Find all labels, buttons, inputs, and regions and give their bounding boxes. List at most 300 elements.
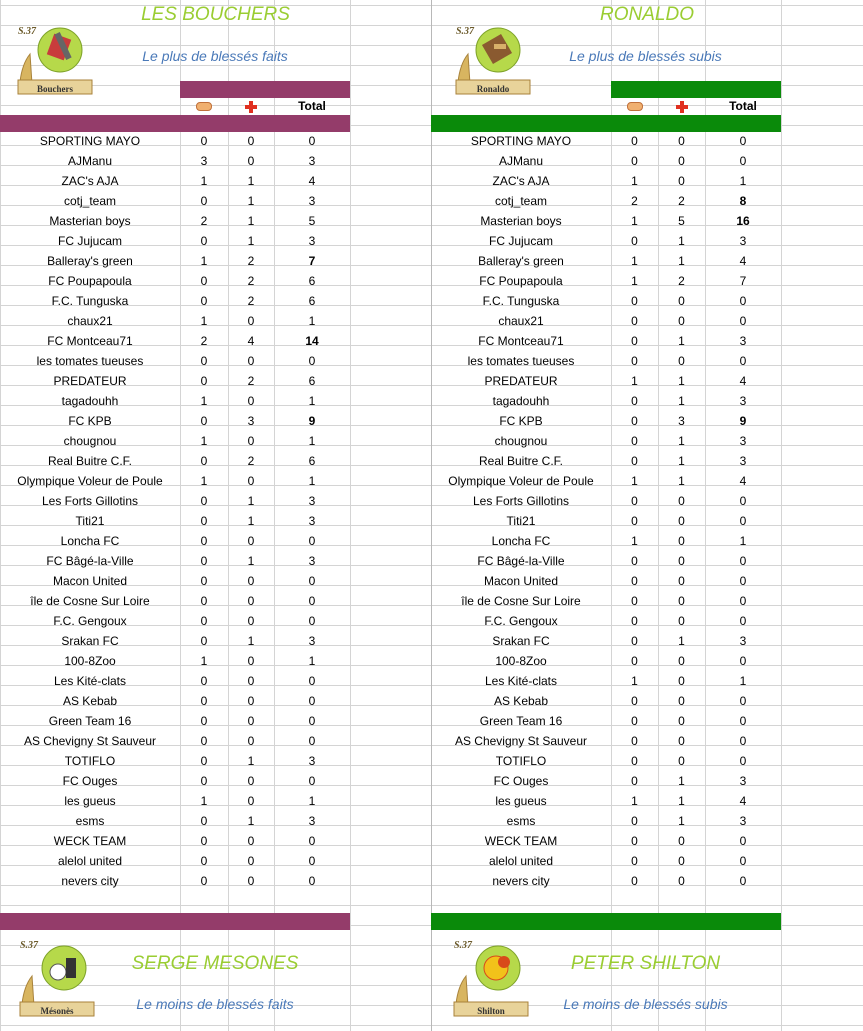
total-cell: 0: [739, 494, 747, 508]
total-cell: 4: [739, 474, 747, 488]
team-name-cell: nevers city: [492, 874, 550, 888]
table-row: [431, 591, 781, 611]
team-name-cell: alelol united: [57, 854, 123, 868]
team-name-cell: esms: [75, 814, 105, 828]
bandage-count-cell: 0: [631, 814, 638, 828]
right-bandage-header: [611, 98, 658, 115]
team-name-cell: PREDATEUR: [53, 374, 127, 388]
cross-count-cell: 0: [678, 734, 685, 748]
table-row: [0, 671, 350, 691]
table-row: [431, 711, 781, 731]
table-row: [0, 191, 350, 211]
cross-count-cell: 0: [247, 594, 255, 608]
cross-count-cell: 0: [678, 514, 685, 528]
table-row: [431, 151, 781, 171]
bandage-count-cell: 1: [200, 434, 208, 448]
bandage-count-cell: 0: [200, 134, 208, 148]
team-name-cell: FC Ouges: [493, 774, 549, 788]
total-cell: 0: [308, 714, 316, 728]
bandage-count-cell: 0: [631, 234, 638, 248]
total-cell: 7: [739, 274, 747, 288]
bandage-count-cell: 0: [631, 694, 638, 708]
season-label: S.37: [20, 940, 39, 951]
bandage-count-cell: 0: [200, 514, 208, 528]
team-name-cell: FC KPB: [499, 414, 543, 428]
team-name-cell: TOTIFLO: [64, 754, 116, 768]
total-cell: 6: [308, 274, 316, 288]
cross-count-cell: 1: [678, 234, 685, 248]
table-row: [431, 671, 781, 691]
team-name-cell: Titi21: [75, 514, 105, 528]
team-name-cell: Loncha FC: [60, 534, 120, 548]
team-name-cell: Green Team 16: [479, 714, 563, 728]
team-name-cell: Olympique Voleur de Poule: [17, 474, 163, 488]
bandage-count-cell: 1: [200, 254, 208, 268]
total-cell: 1: [308, 654, 316, 668]
table-row: [0, 851, 350, 871]
total-cell: 0: [739, 754, 747, 768]
table-row: [0, 571, 350, 591]
bandage-count-cell: 0: [631, 154, 638, 168]
bandage-count-cell: 0: [631, 614, 638, 628]
table-row: [431, 351, 781, 371]
total-cell: 1: [739, 174, 747, 188]
table-row: [0, 731, 350, 751]
total-cell: 8: [739, 194, 747, 208]
total-cell: 9: [739, 414, 747, 428]
cross-count-cell: 1: [247, 494, 255, 508]
total-cell: 16: [736, 214, 750, 228]
team-name-cell: nevers city: [61, 874, 119, 888]
total-cell: 0: [739, 574, 747, 588]
table-row: [431, 511, 781, 531]
bandage-count-cell: 1: [200, 174, 208, 188]
team-name-cell: Les Kité-clats: [484, 674, 558, 688]
team-name-cell: tagadouhh: [492, 394, 550, 408]
team-name-cell: WECK TEAM: [53, 834, 127, 848]
team-name-cell: FC Jujucam: [488, 234, 553, 248]
total-cell: 3: [308, 154, 316, 168]
table-row: [431, 831, 781, 851]
table-row: [431, 751, 781, 771]
right-subtitle: Le plus de blessés subis: [569, 48, 722, 64]
bandage-count-cell: 0: [200, 854, 208, 868]
bandage-count-cell: 0: [631, 454, 638, 468]
team-name-cell: les gueus: [64, 794, 116, 808]
bandage-count-cell: 0: [200, 774, 208, 788]
cross-count-cell: 1: [678, 434, 685, 448]
cross-count-cell: 0: [247, 434, 255, 448]
team-name-cell: ZAC's AJA: [492, 174, 550, 188]
team-name-cell: Masterian boys: [480, 214, 562, 228]
table-row: [0, 591, 350, 611]
table-row: [0, 711, 350, 731]
team-name-cell: F.C. Gengoux: [484, 614, 558, 628]
bandage-count-cell: 0: [631, 634, 638, 648]
team-name-cell: SPORTING MAYO: [39, 134, 141, 148]
bandage-count-cell: 0: [631, 834, 638, 848]
cross-count-cell: 1: [247, 234, 255, 248]
cross-count-cell: 1: [247, 754, 255, 768]
table-row: [431, 851, 781, 871]
bandage-count-cell: 0: [631, 354, 638, 368]
cross-count-cell: 0: [247, 674, 255, 688]
table-row: [0, 451, 350, 471]
right-cross-header: [658, 98, 705, 115]
bandage-count-cell: 0: [631, 134, 638, 148]
total-cell: 0: [739, 354, 747, 368]
total-cell: 0: [739, 734, 747, 748]
cross-count-cell: 0: [247, 154, 255, 168]
total-cell: 0: [308, 594, 316, 608]
cross-count-cell: 0: [247, 474, 255, 488]
team-name-cell: FC Poupapoula: [479, 274, 563, 288]
bandage-count-cell: 0: [631, 714, 638, 728]
table-row: [0, 211, 350, 231]
team-name-cell: SPORTING MAYO: [470, 134, 572, 148]
cross-count-cell: 0: [678, 534, 685, 548]
bandage-count-cell: 1: [631, 794, 638, 808]
cross-count-cell: 0: [678, 854, 685, 868]
total-cell: 5: [308, 214, 316, 228]
team-name-cell: FC Montceau71: [478, 334, 564, 348]
total-cell: 0: [308, 874, 316, 888]
team-name-cell: les gueus: [495, 794, 547, 808]
team-name-cell: chougnou: [63, 434, 117, 448]
total-cell: 3: [308, 554, 316, 568]
team-name-cell: tagadouhh: [61, 394, 119, 408]
bandage-count-cell: 1: [631, 254, 638, 268]
cross-count-cell: 1: [247, 554, 255, 568]
table-row: [0, 491, 350, 511]
bandage-icon: [196, 102, 212, 111]
bandage-count-cell: 0: [200, 374, 208, 388]
table-row: [0, 831, 350, 851]
table-row: [431, 291, 781, 311]
cross-count-cell: 1: [678, 374, 685, 388]
bandage-count-cell: 1: [631, 534, 638, 548]
cross-count-cell: 0: [247, 534, 255, 548]
cross-count-cell: 0: [678, 294, 685, 308]
cross-count-cell: 0: [247, 394, 255, 408]
total-cell: 0: [308, 574, 316, 588]
team-name-cell: île de Cosne Sur Loire: [30, 594, 150, 608]
bandage-count-cell: 2: [200, 334, 208, 348]
team-name-cell: FC Jujucam: [57, 234, 122, 248]
team-name-cell: les tomates tueuses: [467, 354, 575, 368]
bandage-count-cell: 1: [631, 274, 638, 288]
team-name-cell: AJManu: [67, 154, 113, 168]
total-cell: 0: [739, 314, 747, 328]
bandage-count-cell: 0: [200, 414, 208, 428]
cross-count-cell: 0: [678, 594, 685, 608]
red-cross-icon: [245, 101, 257, 113]
cross-count-cell: 0: [678, 674, 685, 688]
right-title: RONALDO: [600, 4, 694, 25]
cross-count-cell: 1: [678, 474, 685, 488]
total-cell: 0: [308, 534, 316, 548]
team-name-cell: Real Buitre C.F.: [47, 454, 133, 468]
table-row: [431, 471, 781, 491]
cross-count-cell: 1: [247, 214, 255, 228]
table-row: [0, 531, 350, 551]
total-cell: 0: [308, 834, 316, 848]
table-row: [0, 131, 350, 151]
bandage-count-cell: 0: [200, 354, 208, 368]
team-name-cell: les tomates tueuses: [36, 354, 144, 368]
badge-name: Bouchers: [37, 84, 73, 94]
bandage-count-cell: 0: [200, 274, 208, 288]
team-name-cell: TOTIFLO: [495, 754, 547, 768]
table-row: [0, 311, 350, 331]
table-row: [0, 751, 350, 771]
bandage-count-cell: 1: [200, 314, 208, 328]
team-name-cell: Les Kité-clats: [53, 674, 127, 688]
total-cell: 4: [739, 374, 747, 388]
team-name-cell: Olympique Voleur de Poule: [448, 474, 594, 488]
cross-count-cell: 0: [247, 734, 255, 748]
total-cell: 0: [308, 694, 316, 708]
table-row: [431, 611, 781, 631]
team-name-cell: AS Kebab: [493, 694, 549, 708]
left-footer-title: SERGE MESONES: [131, 953, 299, 974]
total-cell: 0: [308, 354, 316, 368]
table-row: [0, 411, 350, 431]
bandage-count-cell: 1: [200, 394, 208, 408]
bandage-count-cell: 1: [631, 374, 638, 388]
total-cell: 3: [739, 774, 747, 788]
team-name-cell: AS Chevigny St Sauveur: [454, 734, 588, 748]
table-row: [431, 551, 781, 571]
left-footer-bar: [0, 913, 350, 930]
team-name-cell: 100-8Zoo: [495, 654, 547, 668]
cross-count-cell: 0: [247, 134, 255, 148]
right-footer-bar: [431, 913, 781, 930]
cross-count-cell: 0: [678, 754, 685, 768]
bandage-count-cell: 0: [631, 774, 638, 788]
season-label: S.37: [18, 26, 37, 37]
total-cell: 3: [739, 814, 747, 828]
total-cell: 0: [739, 514, 747, 528]
bandage-count-cell: 0: [200, 574, 208, 588]
total-cell: 3: [308, 634, 316, 648]
bandage-count-cell: 0: [200, 734, 208, 748]
cross-count-cell: 0: [678, 494, 685, 508]
bandage-count-cell: 0: [631, 854, 638, 868]
team-name-cell: Srakan FC: [492, 634, 550, 648]
total-cell: 0: [308, 614, 316, 628]
bandage-count-cell: 0: [631, 874, 638, 888]
cross-count-cell: 1: [247, 194, 255, 208]
table-row: [0, 871, 350, 891]
bandage-count-cell: 0: [200, 694, 208, 708]
cross-count-cell: 0: [678, 134, 685, 148]
team-name-cell: Masterian boys: [49, 214, 131, 228]
left-subtitle: Le plus de blessés faits: [142, 48, 288, 64]
table-row: [0, 471, 350, 491]
total-cell: 3: [308, 494, 316, 508]
table-row: [0, 291, 350, 311]
table-row: [0, 631, 350, 651]
team-name-cell: chougnou: [494, 434, 548, 448]
total-cell: 1: [308, 434, 316, 448]
team-name-cell: Loncha FC: [491, 534, 551, 548]
cross-count-cell: 0: [678, 694, 685, 708]
cross-count-cell: 1: [247, 634, 255, 648]
team-name-cell: F.C. Tunguska: [482, 294, 560, 308]
bandage-count-cell: 0: [631, 334, 638, 348]
table-row: [0, 551, 350, 571]
cross-count-cell: 1: [678, 254, 685, 268]
team-name-cell: Srakan FC: [61, 634, 119, 648]
total-cell: 0: [739, 614, 747, 628]
team-name-cell: chaux21: [498, 314, 544, 328]
cross-count-cell: 1: [678, 454, 685, 468]
cross-count-cell: 1: [678, 814, 685, 828]
table-row: [431, 811, 781, 831]
team-name-cell: chaux21: [67, 314, 113, 328]
team-name-cell: Macon United: [52, 574, 128, 588]
badge-name: Mésonès: [40, 1006, 74, 1016]
bandage-count-cell: 0: [200, 494, 208, 508]
total-cell: 1: [308, 794, 316, 808]
bandage-count-cell: 1: [631, 674, 638, 688]
total-cell: 0: [739, 874, 747, 888]
team-name-cell: Balleray's green: [47, 254, 133, 268]
table-row: [431, 331, 781, 351]
total-cell: 0: [739, 154, 747, 168]
team-name-cell: F.C. Gengoux: [53, 614, 127, 628]
table-row: [0, 151, 350, 171]
total-cell: 3: [739, 434, 747, 448]
total-cell: 7: [308, 254, 316, 268]
team-name-cell: Real Buitre C.F.: [478, 454, 564, 468]
total-cell: 1: [739, 674, 747, 688]
cross-count-cell: 0: [678, 834, 685, 848]
team-name-cell: Green Team 16: [48, 714, 132, 728]
table-row: [0, 611, 350, 631]
cross-count-cell: 1: [678, 634, 685, 648]
table-row: [431, 271, 781, 291]
cross-count-cell: 0: [247, 654, 255, 668]
table-row: [431, 651, 781, 671]
bandage-count-cell: 0: [631, 594, 638, 608]
table-row: [0, 351, 350, 371]
bandage-count-cell: 2: [200, 214, 208, 228]
table-row: [0, 651, 350, 671]
bandage-count-cell: 0: [631, 754, 638, 768]
cross-count-cell: 0: [678, 574, 685, 588]
team-name-cell: FC KPB: [68, 414, 112, 428]
bandage-count-cell: 0: [631, 514, 638, 528]
team-name-cell: AS Kebab: [62, 694, 118, 708]
total-cell: 4: [739, 794, 747, 808]
table-row: [0, 391, 350, 411]
total-cell: 3: [308, 754, 316, 768]
table-row: [0, 371, 350, 391]
bandage-count-cell: 0: [200, 534, 208, 548]
team-name-cell: Balleray's green: [478, 254, 564, 268]
team-name-cell: cotj_team: [63, 194, 117, 208]
bandage-count-cell: 0: [200, 674, 208, 688]
total-cell: 3: [739, 634, 747, 648]
cross-count-cell: 0: [247, 314, 255, 328]
left-header-bar: [180, 81, 350, 98]
right-footer-title: PETER SHILTON: [570, 953, 721, 974]
total-cell: 4: [739, 254, 747, 268]
total-cell: 3: [739, 234, 747, 248]
total-cell: 0: [308, 134, 316, 148]
cross-count-cell: 4: [247, 334, 255, 348]
total-cell: 14: [305, 334, 319, 348]
cross-count-cell: 0: [678, 654, 685, 668]
team-name-cell: FC Poupapoula: [48, 274, 132, 288]
cross-count-cell: 0: [678, 314, 685, 328]
team-name-cell: ZAC's AJA: [61, 174, 119, 188]
bandage-count-cell: 0: [200, 814, 208, 828]
team-name-cell: PREDATEUR: [484, 374, 558, 388]
table-row: [0, 811, 350, 831]
bandage-count-cell: 0: [200, 614, 208, 628]
bandage-count-cell: 0: [200, 234, 208, 248]
team-name-cell: Les Forts Gillotins: [472, 494, 570, 508]
cross-count-cell: 1: [678, 774, 685, 788]
cross-count-cell: 1: [247, 814, 255, 828]
bandage-count-cell: 0: [631, 574, 638, 588]
team-name-cell: AS Chevigny St Sauveur: [23, 734, 157, 748]
team-name-cell: Les Forts Gillotins: [41, 494, 139, 508]
cross-count-cell: 2: [247, 294, 255, 308]
table-row: [431, 431, 781, 451]
table-row: [431, 171, 781, 191]
table-row: [0, 271, 350, 291]
table-row: [431, 211, 781, 231]
bandage-count-cell: 1: [631, 174, 638, 188]
table-row: [0, 431, 350, 451]
team-name-cell: FC Ouges: [62, 774, 118, 788]
cross-count-cell: 2: [247, 274, 255, 288]
right-header-bar: [611, 81, 781, 98]
cross-count-cell: 1: [678, 394, 685, 408]
total-cell: 0: [308, 734, 316, 748]
table-row: [0, 171, 350, 191]
table-row: [431, 771, 781, 791]
team-name-cell: AJManu: [498, 154, 544, 168]
table-row: [431, 871, 781, 891]
table-row: [0, 231, 350, 251]
bandage-count-cell: 2: [631, 194, 638, 208]
cross-count-cell: 0: [678, 554, 685, 568]
bandage-count-cell: 1: [631, 214, 638, 228]
total-cell: 1: [308, 314, 316, 328]
cross-count-cell: 0: [678, 614, 685, 628]
left-total-header: Total: [298, 99, 326, 113]
team-name-cell: cotj_team: [494, 194, 548, 208]
cross-count-cell: 1: [678, 794, 685, 808]
cross-count-cell: 2: [678, 274, 685, 288]
total-cell: 0: [739, 694, 747, 708]
table-row: [431, 691, 781, 711]
bandage-count-cell: 0: [200, 294, 208, 308]
team-name-cell: F.C. Tunguska: [51, 294, 129, 308]
team-name-cell: FC Montceau71: [47, 334, 133, 348]
cross-count-cell: 0: [247, 714, 255, 728]
cross-count-cell: 0: [247, 354, 255, 368]
bandage-count-cell: 0: [631, 394, 638, 408]
table-row: [431, 231, 781, 251]
bandage-count-cell: 0: [200, 714, 208, 728]
total-cell: 1: [739, 534, 747, 548]
